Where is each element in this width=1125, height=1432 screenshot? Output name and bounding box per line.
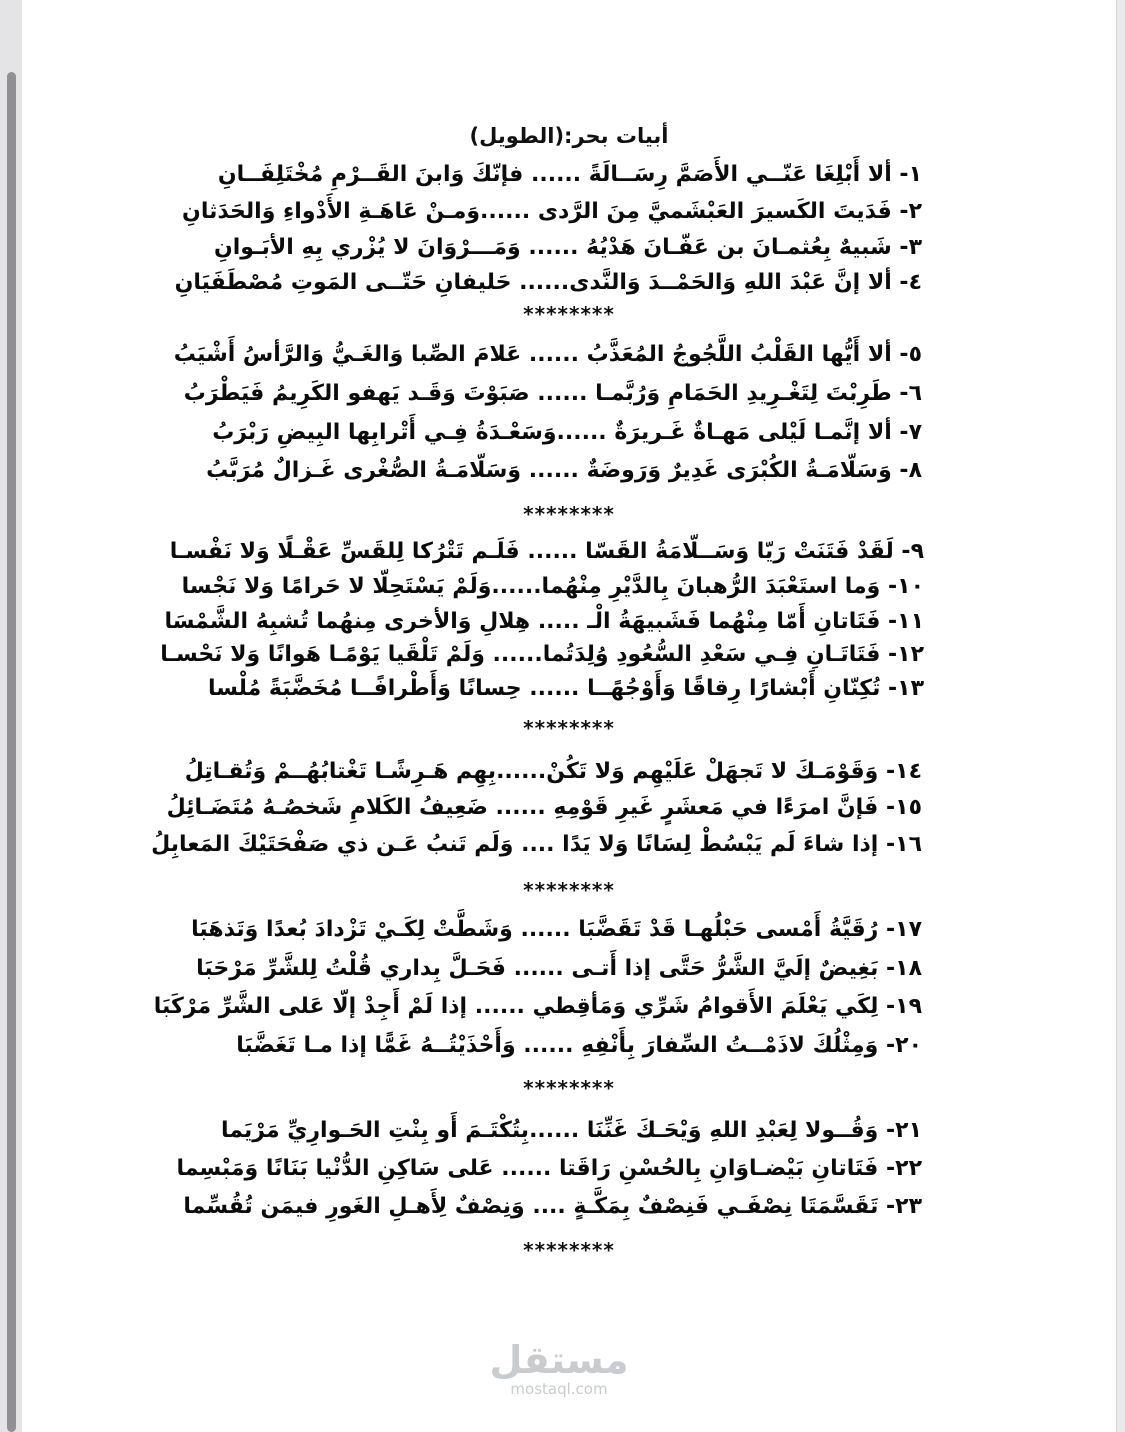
verse-line: ٢٣- تَقَسَّمَتَا نِصْفَـي فَنِصْفٌ بِمَكَّـةٍ .... وَنِصْفٌ لِأَهـلِ الغَورِ فيمَن تُقُسِّما <box>183 1194 922 1219</box>
stanza-separator: ******** <box>523 716 615 740</box>
verse-line: ٢٢- فَتَاتانِ بَيْضـاوَانِ بِالحُسْنِ رَاقَتا ...... عَلى سَاكِنِ الدُّنْيا بَنَانًا وَمَبْسِما <box>176 1156 922 1181</box>
verse-line: ٥- ألا أَيُّها القَلْبُ اللَّجُوجُ المُعَذَّبُ ...... عَلامَ الصِّبا وَالغَـيُّ وَالرَّأسُ أَشْيَبُ <box>173 342 922 367</box>
verse-line: ٢- فَدَيتَ الكَسيرَ العَبْشَميَّ مِنَ الرَّدى ......وَمـنْ عَاهَـةِ الأَدْواءِ وَالحَدَثانِ <box>182 199 922 224</box>
verse-line: ٢١- وَقُــولا لِعَبْدِ اللهِ وَيْحَـكَ غَنِّنَا ......بِتُكْتَـمَ أَو بِنْتِ الحَـوارِيِّ مَرْيَما <box>220 1118 922 1143</box>
verse-line: ٦- طَرِبْتَ لِتَغْـرِيدِ الحَمَامِ وَرُبَّمـا ...... صَبَوْتَ وَقَـد يَهفو الكَرِيمُ فَيَطْرَبُ <box>183 381 922 406</box>
stanza-separator: ******** <box>523 302 615 326</box>
verse-line: ١٤- وَقَوْمَـكَ لا تَجهَلْ عَلَيْهِم وَلا تَكُنْ......بِهِم هَـرِشًـا تَغْتابُهُــمْ وَتُقـاتِلُ <box>184 759 922 784</box>
verse-line: ٧- ألا إنَّمـا لَيْلى مَهـاةٌ غَـريرَةٌ ......وَسَعْـدَةُ فِـي أَتْرابِها البِيضِ رَبْرَبُ <box>212 420 922 445</box>
mostaql-watermark <box>488 1340 630 1398</box>
verse-line: ١- ألا أَبْلِغَا عَنّــي الأَصَمَّ رِسَــالَةً ...... فإنّكَ وَابنَ القَــرْمِ مُخْتَلِفَــانِ <box>217 162 922 187</box>
poem-title: أبيات بحر:(الطويل) <box>469 124 669 148</box>
verse-line: ٩- لَقَدْ فَتَنَتْ رَيّا وَسَــلّامَةُ القَسّا ...... فَلَـم تَتْرُكا لِلقَسِّ عَقْـلًا وَلا نَفْسـا <box>169 539 924 564</box>
verse-line: ٣- شَبيهٌ بِعُثمـانَ بن عَفّـانَ هَدْيُهُ ...... وَمَـــرْوَانَ لا يُزْري بِهِ الأبَـوانِ <box>213 235 922 260</box>
scrollbar-track[interactable] <box>0 0 22 1432</box>
verse-line: ١٩- لِكَي يَعْلَمَ الأَقوامُ شَرِّي وَمَأقِطي ...... إذا لَمْ أَجِدْ إلّا عَلى الشَّرِّ مَرْكَبَا <box>153 994 922 1019</box>
verse-line: ٤- ألا إنَّ عَبْدَ اللهِ وَالحَمْــدَ وَالنَّدى...... حَليفانِ حَتّــى المَوتِ مُصْطَفَيَانِ <box>174 270 922 295</box>
verse-line: ٢٠- وَمِثْلُكَ لاذَمْــتُ السِّفارَ بِأَنْفِهِ ...... وَأَحْذَيْتُــهُ غَمًّا إذا مـا تَغَضَّبَا <box>236 1033 922 1058</box>
verse-line: ٨- وَسَلّامَـةُ الكُبْرَى غَدِيرٌ وَرَوضَةٌ ...... وَسَلّامَـةُ الصُّغْرى غَـزالٌ مُرَبَّبُ <box>206 458 922 483</box>
verse-line: ١٨- بَغِيضٌ إلَيَّ الشَّرُّ حَتَّى إذا أَتـى ...... فَحَـلَّ بِداري قُلْتُ لِلشَّرِّ مَرْحَبَا <box>196 956 922 981</box>
verse-line: ١٢- فَتَاتَـانِ فِـي سَعْدِ السُّعُودِ وُلِدَتُما...... وَلَمْ تَلْقَيا يَوْمًـا هَوانًا وَلا نَحْسـا <box>160 642 924 667</box>
stanza-separator: ******** <box>523 1238 615 1262</box>
document-page <box>22 0 1117 1432</box>
verse-line: ١٦- إذا شاءَ لَم يَبْسُطْ لِسَانًا وَلا يَدًا .... وَلَم تَنبُ عَـن ذي صَفْحَتَيْكَ المَعابِلُ <box>151 832 922 857</box>
stanza-separator: ******** <box>523 1076 615 1100</box>
verse-line: ١٥- فَإنَّ امرَءًا في مَعشَرٍ غَيرِ قَوْمِهِ ...... ضَعِيفُ الكَلامِ شَخصُـهُ مُتَضَـائِلُ <box>166 795 922 820</box>
stanza-separator: ******** <box>523 878 615 902</box>
watermark-latin: mostaql.com <box>510 1380 608 1398</box>
verse-line: ١١- فَتَاتانِ أَمّا مِنْهُما فَشَبيهَةُ الْـ ..... هِلالِ وَالأخرى مِنهُما تُشبِهُ الشَّمْسَا <box>164 609 924 634</box>
stanza-separator: ******** <box>523 502 615 526</box>
watermark-arabic: مستقل <box>489 1338 629 1382</box>
scrollbar-thumb[interactable] <box>7 72 16 1432</box>
verse-line: ١٧- رُقَيَّةُ أَمْسى حَبْلُهـا قَدْ تَقَضَّبَا ...... وَشَطَّتْ لِكَـيْ تَزْدادَ بُعدًا وَتَذهَبَا <box>191 917 922 942</box>
verse-line: ١٣- تُكِنّانِ أَبْشارًا رِقاقًا وَأَوْجُهًــا ...... حِسانًا وَأَطْرافًــا مُخَضَّبَةً مُلْسا <box>208 676 924 701</box>
verse-line: ١٠- وَما استَعْبَدَ الرُّهبانَ بِالدَّيْرِ مِنْهُما......وَلَمْ يَسْتَحِلّا لا حَرامًا وَلا نَجْسا <box>181 574 924 599</box>
